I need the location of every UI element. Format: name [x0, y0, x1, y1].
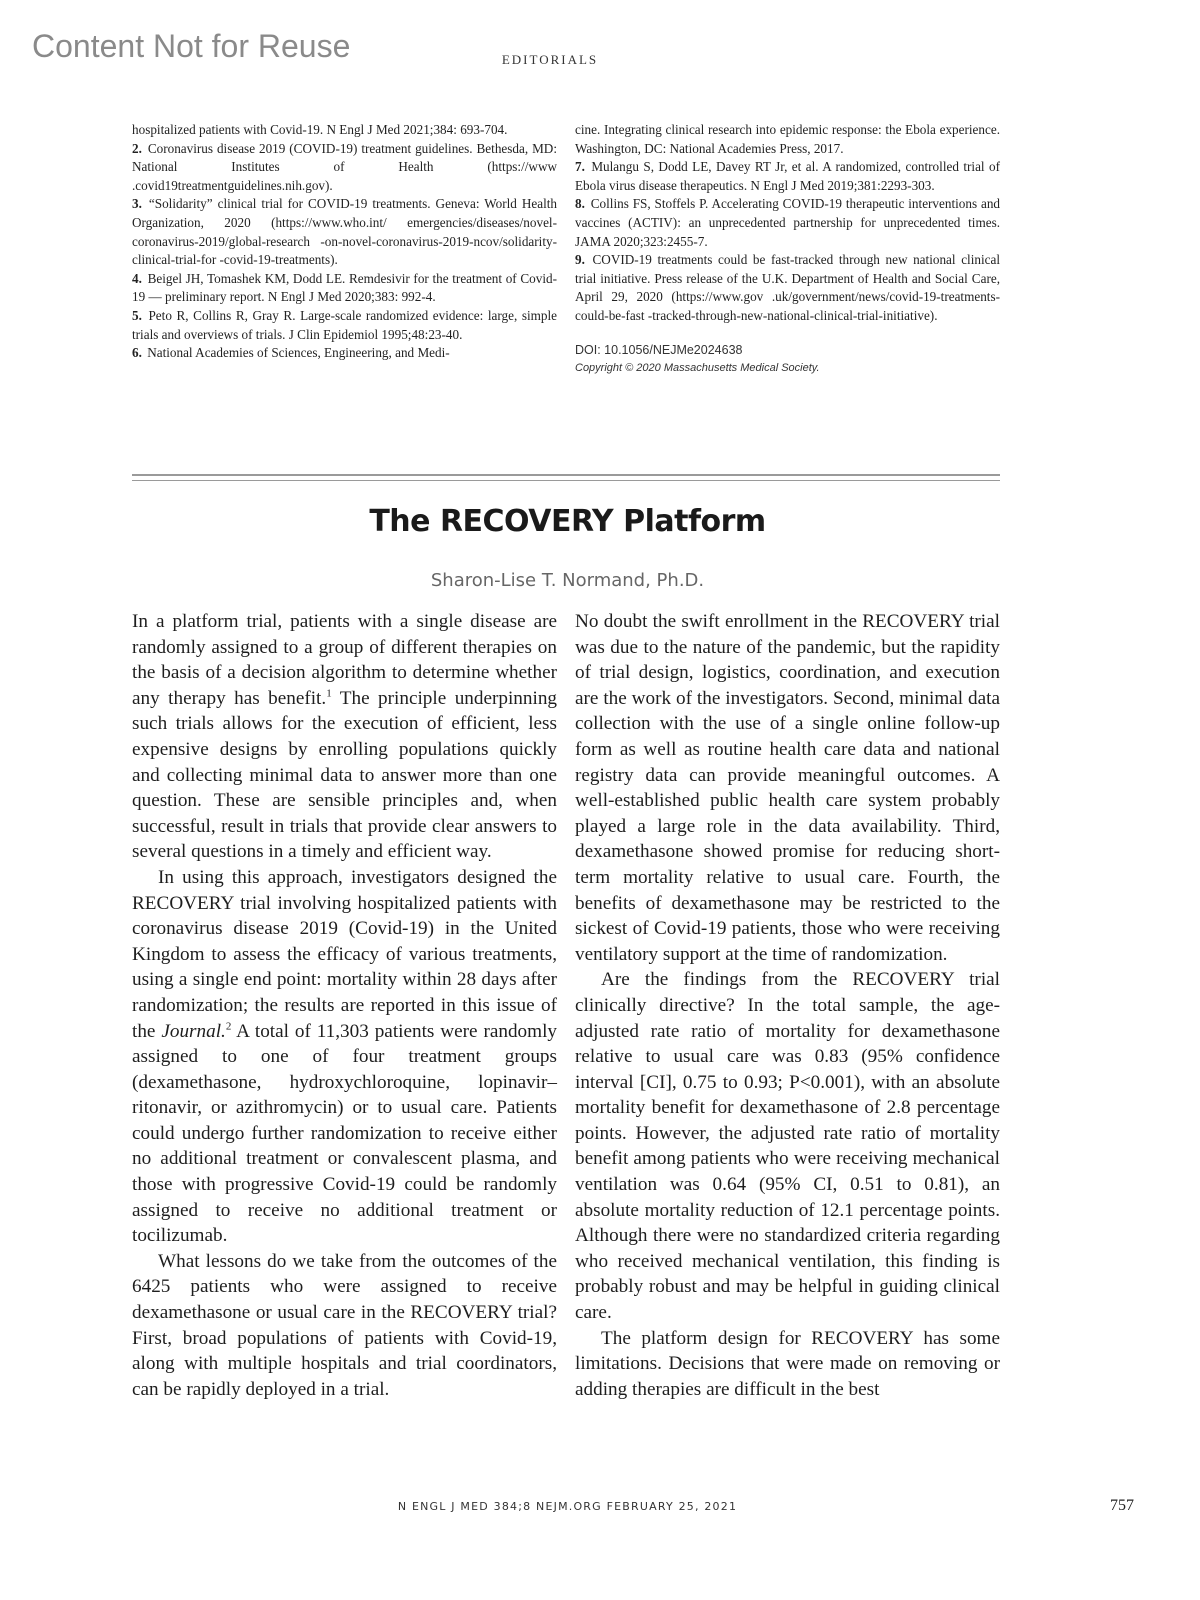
- paragraph: [575, 609, 1000, 967]
- reference-text: COVID-19 treatments could be fast-tracked through new national clinical trial initiative. Press release of the U.K. Department of Health and Social Care, April 29, 2020 (https://www.gov .uk/government/news/covid-19-treatments-could-be-fast -tracked-through-new-national-clinical-trial-initiative).: [575, 252, 1001, 323]
- section-label: EDITORIALS: [501, 52, 599, 67]
- reference-2: [132, 140, 557, 196]
- paragraph: [132, 865, 557, 1249]
- reference-6-continued: [575, 121, 1000, 158]
- journal-name: Journal.: [161, 1020, 226, 1042]
- reference-number: 7.: [575, 159, 585, 175]
- reference-6: [132, 344, 557, 363]
- paragraph: [132, 609, 557, 865]
- paragraph-text: In using this approach, investigators designed the RECOVERY trial involving hospitalized patients with coronavirus disease 2019 (Covid-19) in the United Kingdom to assess the efficacy of various treatments, using a single end point: mortality within 28 days after randomization; the results are reported in this issue of the: [132, 866, 557, 1042]
- paragraph-text: What lessons do we take from the outcomes of the 6425 patients who were assigned to receive dexamethasone or usual care in the RECOVERY trial? First, broad populations of patients with Covid-19, along with multiple hospitals and trial coordinators, can be rapidly deployed in a trial.: [132, 1250, 557, 1400]
- paragraph: [575, 1326, 1000, 1403]
- paragraph-text: The platform design for RECOVERY has some limitations. Decisions that were made on removing or adding therapies are difficult in the best: [575, 1327, 1000, 1400]
- citation-superscript: 1: [326, 687, 332, 700]
- doi: DOI: 10.1056/NEJMe2024638: [575, 342, 743, 357]
- article-body: [132, 609, 1000, 1402]
- paragraph-text: No doubt the swift enrollment in the RECOVERY trial was due to the nature of the pandemic, but the rapidity of trial design, logistics, coordination, and execution are the work of the investigators. Second, minimal data collection with the use of a single online follow-up form as well as routine health care data and national registry data can provide meaningful outcomes. A well-established public health care system probably played a large role in the data availability. Third, dexamethasone showed promise for reducing short-term mortality relative to usual care. Fourth, the benefits of dexamethasone may be restricted to the sickest of Covid-19 patients, those who were receiving ventilatory support at the time of randomization.: [575, 611, 1000, 965]
- reference-number: 5.: [132, 307, 142, 323]
- citation-superscript: 2: [225, 1020, 232, 1033]
- reference-7: [575, 158, 1000, 195]
- reference-text: cine. Integrating clinical research into epidemic response: the Ebola experience. Washington, DC: National Academies Press, 2017.: [575, 122, 1000, 156]
- reference-text: Beigel JH, Tomashek KM, Dodd LE. Remdesivir for the treatment of Covid-19 — preliminary report. N Engl J Med 2020;383: 992-4.: [132, 270, 558, 305]
- paragraph-text: Are the findings from the RECOVERY trial clinically directive? In the total sample, the age-adjusted rate ratio of mortality for dexamethasone relative to usual care was 0.83 (95% confidence interval [CI], 0.75 to 0.93; P<0.001), with an absolute mortality benefit for dexamethasone of 2.8 percentage points. However, the adjusted rate ratio of mortality benefit among patients who were receiving mechanical ventilation was 0.64 (95% CI, 0.51 to 0.81), an absolute mortality reduction of 12.1 percentage points. Although there were no standardized criteria regarding who received mechanical ventilation, this finding is probably robust and may be helpful in guiding clinical care.: [575, 969, 1000, 1324]
- reference-9: [575, 251, 1000, 325]
- reference-number: 3.: [132, 196, 142, 212]
- reference-number: 8.: [575, 196, 585, 212]
- paragraph-text: In a platform trial, patients with a single disease are randomly assigned to a group of different therapies on the basis of a decision algorithm to determine whether any therapy has benefit.: [132, 611, 557, 709]
- paragraph-text: The principle underpinning such trials allows for the execution of efficient, less expensive designs by enrolling populations quickly and collecting minimal data to answer more than one question. These are sensible principles and, when successful, result in trials that provide clear answers to several questions in a timely and efficient way.: [132, 687, 558, 863]
- reference-number: 9.: [575, 252, 585, 268]
- reference-text: Collins FS, Stoffels P. Accelerating COVID-19 therapeutic interventions and vaccines (ACTIV): an unprecedented partnership for unprecedented times. JAMA 2020;323:2455-7.: [575, 196, 1001, 249]
- reference-text: National Academies of Sciences, Engineering, and Medi-: [147, 345, 450, 361]
- reference-text: Peto R, Collins R, Gray R. Large-scale randomized evidence: large, simple trials and overviews of trials. J Clin Epidemiol 1995;48:23-40.: [132, 307, 557, 342]
- paragraph-text: A total of 11,303 patients were randomly assigned to one of four treatment groups (dexamethasone, hydroxychloroquine, lopinavir–ritonavir, or azithromycin) or to usual care. Patients could undergo further randomization to receive either no additional treatment or convalescent plasma, and those with progressive Covid-19 could be randomly assigned to receive no additional treatment or tocilizumab.: [132, 1020, 557, 1247]
- reference-text: Coronavirus disease 2019 (COVID-19) treatment guidelines. Bethesda, MD: National Institutes of Health (https://www .covid19treatmentguidelines.nih.gov).: [132, 140, 557, 193]
- watermark: Content Not for Reuse: [32, 28, 351, 64]
- article-author: Sharon-Lise T. Normand, Ph.D.: [430, 570, 705, 591]
- page-footer: N ENGL J MED 384;8 NEJM.ORG FEBRUARY 25, 2021: [397, 1500, 738, 1513]
- page-number: 757: [1110, 1497, 1134, 1514]
- reference-3: [132, 195, 557, 269]
- reference-number: 6.: [132, 345, 142, 361]
- reference-1-continued: [132, 121, 557, 140]
- references-left-column: [132, 121, 557, 378]
- divider-rule: [132, 474, 1000, 476]
- paragraph: [575, 967, 1000, 1325]
- article-title: The RECOVERY Platform: [369, 504, 766, 539]
- reference-8: [575, 195, 1000, 251]
- references-right-column: [575, 121, 1000, 378]
- article-column-right: [575, 609, 1000, 1402]
- reference-text: hospitalized patients with Covid-19. N Engl J Med 2021;384: 693-704.: [132, 122, 508, 137]
- reference-number: 2.: [132, 140, 142, 156]
- article-column-left: [132, 609, 557, 1402]
- reference-text: “Solidarity” clinical trial for COVID-19 treatments. Geneva: World Health Organization, 2020 (https://www.who.int/ emergencies/diseases/novel-coronavirus-2019/global-research -on-novel-coronavirus-2019-ncov/solidarity-clinical-trial-for -covid-19-treatments).: [132, 196, 558, 268]
- reference-text: Mulangu S, Dodd LE, Davey RT Jr, et al. A randomized, controlled trial of Ebola virus disease therapeutics. N Engl J Med 2019;381:2293-303.: [575, 159, 1001, 193]
- reference-5: [132, 307, 557, 344]
- reference-number: 4.: [132, 270, 142, 286]
- divider-rule: [132, 480, 1000, 481]
- copyright: Copyright © 2020 Massachusetts Medical Society.: [575, 362, 820, 375]
- reference-4: [132, 270, 557, 307]
- paragraph: [132, 1249, 557, 1403]
- references-section: [132, 121, 1000, 378]
